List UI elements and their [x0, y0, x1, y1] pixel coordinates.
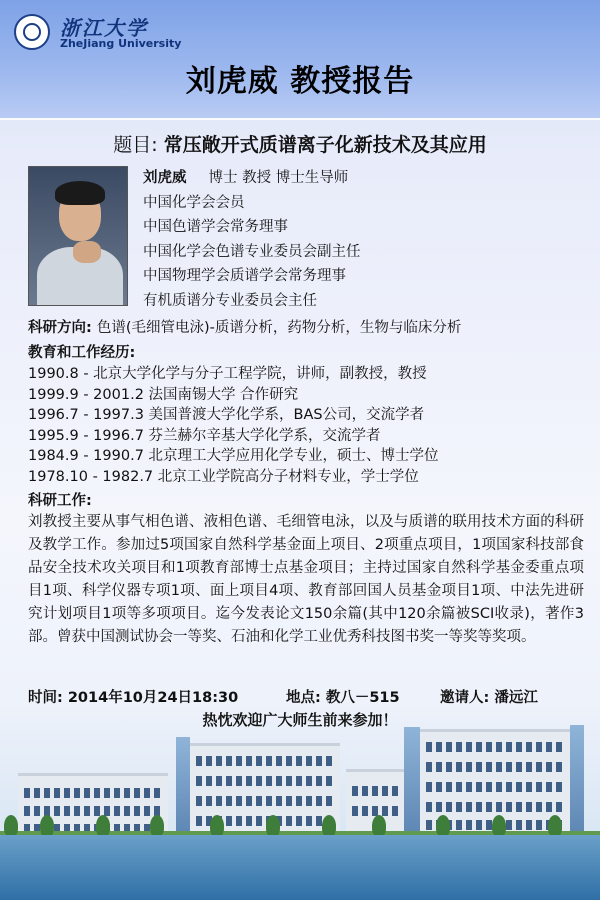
topic-label: 题目: — [113, 134, 164, 156]
education-item: 1984.9 - 1990.7 北京理工大学应用化学专业，硕士、博士学位 — [28, 448, 439, 464]
research-label: 科研方向: — [28, 320, 97, 336]
page-title: 刘虎威 教授报告 — [185, 64, 415, 99]
report-topic — [0, 130, 600, 157]
bio-role: 中国色谱学会常务理事 — [143, 219, 288, 235]
work-description: 刘教授主要从事气相色谱、液相色谱、毛细管电泳，以及与质谱的联用技术方面的科研及教学工作。参加过5项国家自然科学基金面上项目、2项重点项目，1项国家科技部食品安全技术攻关项目和1项教育部博士点基金项目；主持过国家自然科学基金委重点项目1项、科学仪器专项1项、面上项目4项、教育部回国人员基金项目1项、中法先进研究计划项目1项等多项项目。迄今发表论文150余篇(其中120余篇被SCI收录)，著作3部。曾获中国测试协会一等奖、石油和化学工业优秀科技图书奖一等奖等奖项。 — [28, 514, 584, 645]
welcome-message: 热忱欢迎广大师生前来参加！ — [202, 711, 398, 729]
work-heading: 科研工作: — [28, 493, 92, 509]
university-seal-icon — [14, 14, 50, 50]
bio-role: 中国化学会色谱专业委员会副主任 — [143, 243, 361, 260]
education-item: 1999.9 - 2001.2 法国南锡大学 合作研究 — [28, 386, 299, 403]
education-item: 1978.10 - 1982.7 北京工业学院高分子材料专业，学士学位 — [28, 468, 419, 485]
header-band — [0, 0, 600, 118]
bio-role: 中国化学会会员 — [143, 194, 245, 211]
university-name-en: ZheJiang University — [60, 37, 182, 50]
event-time: 时间: 2014年10月24日18:30 — [28, 690, 239, 706]
research-direction — [28, 316, 588, 337]
education-item: 1996.7 - 1997.3 美国普渡大学化学系，BAS公司，交流学者 — [28, 407, 425, 423]
topic-text: 常压敞开式质谱离子化新技术及其应用 — [163, 134, 487, 156]
event-place: 地点: 教八－515 — [286, 690, 400, 706]
speaker-title: 博士 教授 博士生导师 — [208, 170, 349, 186]
speaker-photo — [28, 166, 128, 306]
bio-role: 有机质谱分专业委员会主任 — [143, 292, 317, 309]
header-divider — [0, 118, 600, 120]
campus-building-illustration — [0, 735, 600, 900]
speaker-bio — [143, 166, 583, 313]
education-list — [28, 364, 588, 487]
education-heading: 教育和工作经历: — [28, 345, 136, 361]
education-item: 1990.8 - 北京大学化学与分子工程学院，讲师，副教授，教授 — [28, 366, 427, 382]
speaker-name: 刘虎威 — [143, 170, 187, 186]
event-inviter: 邀请人: 潘远江 — [440, 690, 538, 706]
bio-role: 中国物理学会质谱学会常务理事 — [143, 268, 346, 284]
university-name-cn: 浙江大学 — [60, 16, 148, 40]
research-text: 色谱(毛细管电泳)-质谱分析，药物分析，生物与临床分析 — [96, 320, 462, 336]
education-item: 1995.9 - 1996.7 芬兰赫尔辛基大学化学系，交流学者 — [28, 427, 381, 444]
